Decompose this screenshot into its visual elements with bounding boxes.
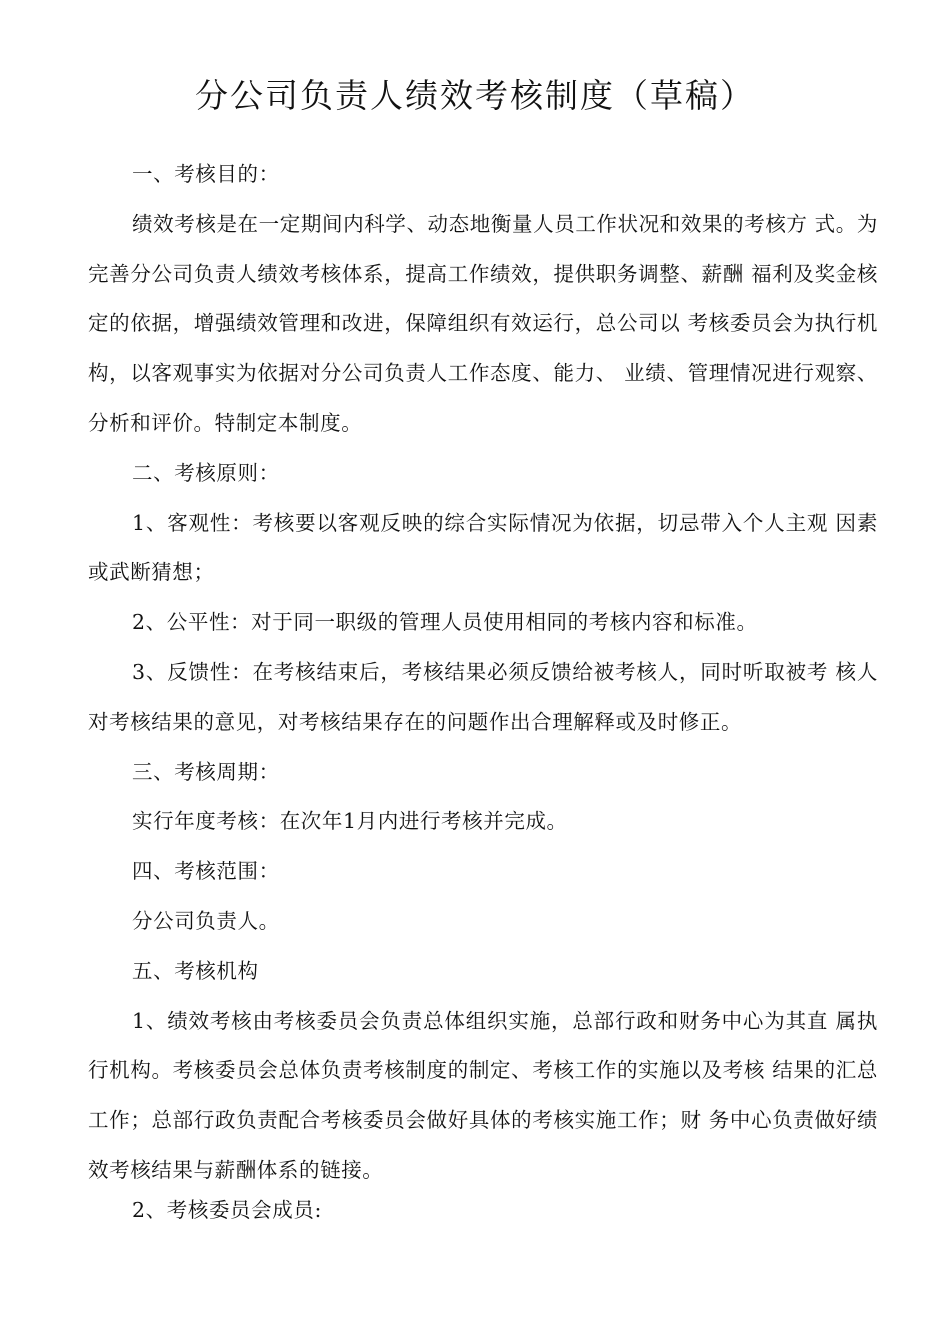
section-heading-cycle: 三、考核周期： (132, 759, 280, 784)
section-heading-scope: 四、考核范围： (132, 859, 280, 884)
document-body (88, 150, 878, 1228)
paragraph-organization-2: 2、考核委员会成员: (132, 1197, 322, 1222)
paragraph-organization-1: 1、绩效考核由考核委员会负责总体组织实施，总部行政和财务中心为其直 属执行机构。考核委员会总体负责考核制度的制定、考核工作的实施以及考核 结果的汇总工作；总部行政负责配合考核委员会做好具体的考核实施工作；财 务中心负责做好绩效考核结果与薪酬体系的链接。 (88, 1008, 878, 1182)
paragraph-objectivity: 1、客观性：考核要以客观反映的综合实际情况为依据，切忌带入个人主观 因素或武断猜想； (88, 510, 878, 585)
document-title: 分公司负责人绩效考核制度（草稿） (195, 76, 755, 115)
paragraph-scope: 分公司负责人。 (132, 908, 280, 933)
paragraph-fairness: 2、公平性：对于同一职级的管理人员使用相同的考核内容和标准。 (132, 610, 758, 635)
paragraph-feedback: 3、反馈性：在考核结束后，考核结果必须反馈给被考核人，同时听取被考 核人对考核结果的意见，对考核结果存在的问题作出合理解释或及时修正。 (88, 659, 878, 734)
paragraph-cycle: 实行年度考核：在次年1月内进行考核并完成。 (132, 809, 568, 834)
section-heading-organization: 五、考核机构 (132, 958, 259, 983)
section-heading-purpose: 一、考核目的： (132, 162, 280, 186)
paragraph-purpose: 绩效考核是在一定期间内科学、动态地衡量人员工作状况和效果的考核方 式。为完善分公司负责人绩效考核体系，提高工作绩效，提供职务调整、薪酬 福利及奖金核定的依据，增强绩效管理和改进，保障组织有效运行，总公司以 考核委员会为执行机构，以客观事实为依据对分公司负责人工作态度、能力、 业绩、管理情况进行观察、分析和评价。特制定本制度。 (88, 211, 878, 435)
section-heading-principles: 二、考核原则： (132, 460, 280, 485)
